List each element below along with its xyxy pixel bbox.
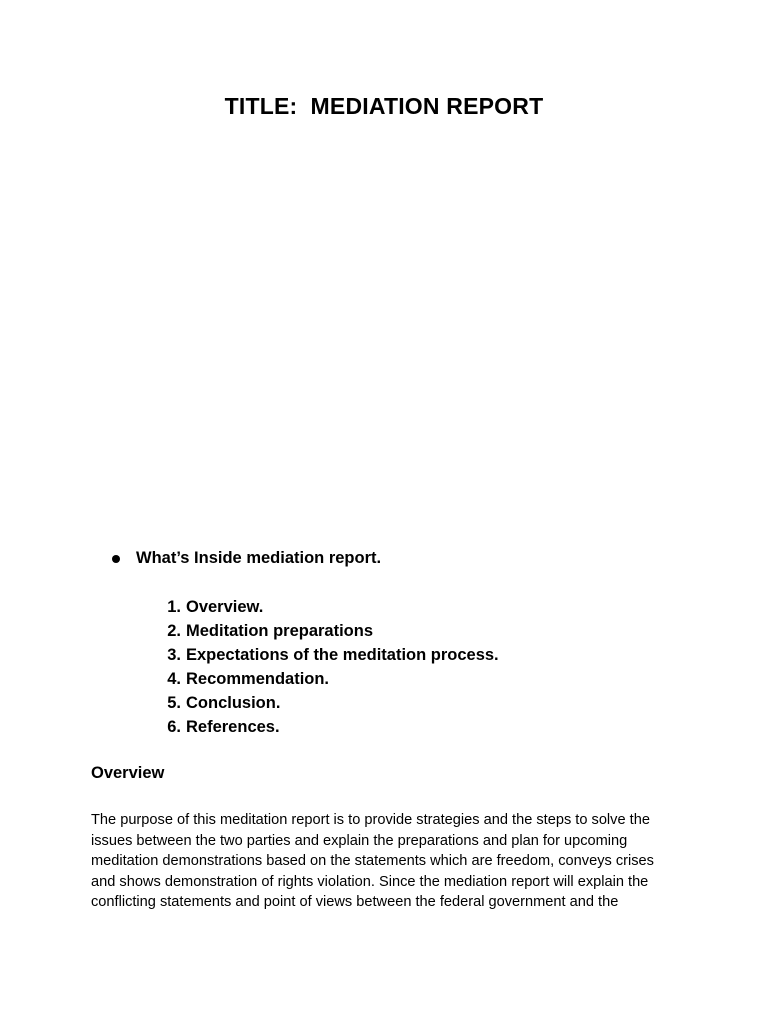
toc-label: Expectations of the meditation process. <box>186 646 499 664</box>
paragraph-line: conflicting statements and point of views between the federal government and the <box>91 894 619 910</box>
toc-number: 4. <box>167 670 181 688</box>
toc-label: Meditation preparations <box>186 622 374 640</box>
toc-item <box>156 595 499 619</box>
paragraph-line: meditation demonstrations based on the statements which are freedom, conveys crises <box>91 853 654 869</box>
toc-item <box>156 691 499 715</box>
toc-item <box>156 643 499 667</box>
inside-bullet-item <box>112 549 381 568</box>
table-of-contents <box>156 595 499 739</box>
paragraph-line: and shows demonstration of rights violation. Since the mediation report will explain the <box>91 873 649 890</box>
toc-label: References. <box>186 718 280 736</box>
inside-heading: What’s Inside mediation report. <box>136 549 382 567</box>
overview-heading: Overview <box>91 764 165 782</box>
toc-label: Conclusion. <box>186 694 281 712</box>
toc-label: Overview. <box>186 598 264 616</box>
toc-label: Recommendation. <box>186 670 330 688</box>
toc-number: 3. <box>167 646 181 664</box>
paragraph-line: The purpose of this meditation report is to provide strategies and the steps to solve the <box>91 812 650 828</box>
page-title: TITLE: MEDIATION REPORT <box>224 93 544 119</box>
toc-number: 6. <box>167 718 181 736</box>
toc-item <box>156 667 499 691</box>
toc-item <box>156 715 499 739</box>
overview-paragraph <box>91 810 691 913</box>
toc-number: 2. <box>167 622 181 640</box>
toc-number: 5. <box>167 694 181 712</box>
toc-number: 1. <box>167 598 181 616</box>
bullet-icon <box>112 555 120 563</box>
toc-item <box>156 619 499 643</box>
paragraph-line: issues between the two parties and explain the preparations and plan for upcoming <box>91 832 628 849</box>
